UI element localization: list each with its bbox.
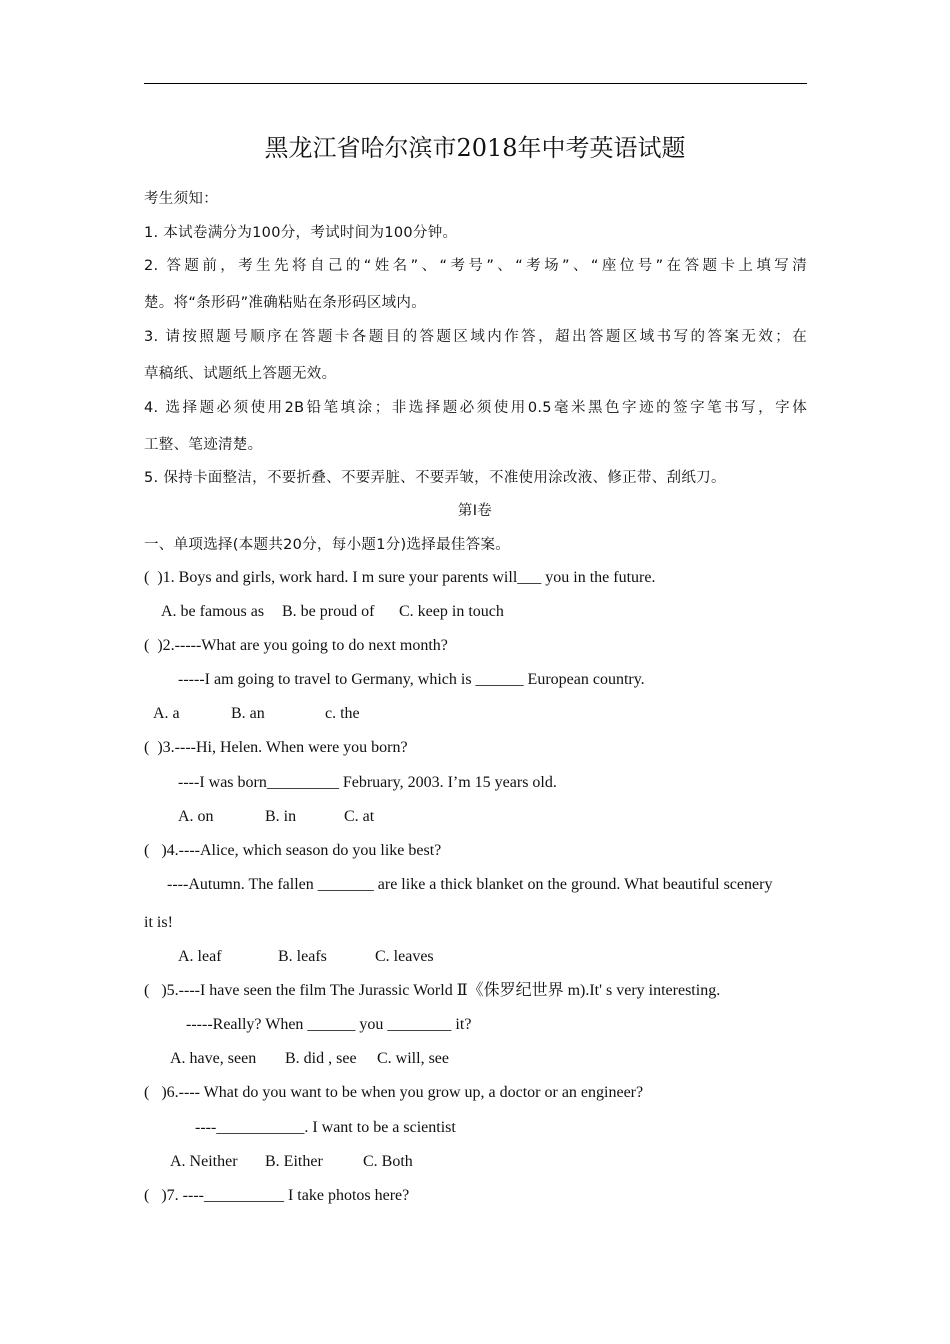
- question-6-option-a: A. Neither: [170, 1153, 238, 1170]
- question-5-option-a: A. have, seen: [170, 1050, 257, 1067]
- question-2-option-a: A. a: [153, 705, 180, 722]
- question-6-line-2: ----___________. I want to be a scientist: [195, 1119, 456, 1136]
- notice-item-5: 5. 保持卡面整洁，不要折叠、不要弄脏、不要弄皱，不准使用涂改液、修正带、刮纸刀。: [144, 470, 726, 486]
- question-4-option-a: A. leaf: [178, 948, 222, 965]
- question-5-option-b: B. did , see: [285, 1050, 357, 1067]
- notice-item-1: 1. 本试卷满分为100分，考试时间为100分钟。: [144, 225, 458, 241]
- question-2-option-c: c. the: [325, 705, 360, 722]
- question-6-option-c: C. Both: [363, 1153, 413, 1170]
- notice-heading: 考生须知：: [144, 191, 218, 207]
- question-3-option-c: C. at: [344, 808, 375, 825]
- question-5-line-2: -----Really? When ______ you ________ it?: [186, 1016, 472, 1033]
- notice-item-2-cont: 楚。将“条形码”准确粘贴在条形码区域内。: [144, 295, 427, 311]
- question-4-line-3: it is!: [144, 914, 173, 931]
- question-6-stem: ( )6.---- What do you want to be when you grow up, a doctor or an engineer?: [144, 1084, 644, 1101]
- question-3-option-a: A. on: [178, 808, 214, 825]
- question-5-stem: ( )5.----I have seen the film The Jurassic World Ⅱ《侏罗纪世界 m).It' s very interesting.: [144, 982, 721, 999]
- notice-item-2: 2. 答题前，考生先将自己的“姓名”、“考号”、“考场”、“座位号”在答题卡上填写清: [144, 258, 807, 274]
- notice-item-3: 3. 请按照题号顺序在答题卡各题目的答题区域内作答，超出答题区域书写的答案无效；在: [144, 329, 807, 345]
- question-1-stem: ( )1. Boys and girls, work hard. I m sure your parents will___ you in the future.: [144, 569, 656, 586]
- question-4-line-2: ----Autumn. The fallen _______ are like a thick blanket on the ground. What beautiful scenery: [167, 876, 773, 893]
- header-rule: [144, 83, 807, 84]
- notice-item-4: 4. 选择题必须使用2B铅笔填涂；非选择题必须使用0.5毫米黑色字迹的签字笔书写，字体: [144, 400, 807, 416]
- section-label: 第Ⅰ卷: [457, 503, 493, 519]
- notice-item-3-cont: 草稿纸、试题纸上答题无效。: [144, 366, 337, 382]
- question-7-stem: ( )7. ----__________ I take photos here?: [144, 1187, 410, 1204]
- page-title: 黑龙江省哈尔滨市2018年中考英语试题: [264, 134, 686, 162]
- question-6-option-b: B. Either: [265, 1153, 323, 1170]
- question-4-option-c: C. leaves: [375, 948, 434, 965]
- question-4-stem: ( )4.----Alice, which season do you like best?: [144, 842, 442, 859]
- question-2-option-b: B. an: [231, 705, 265, 722]
- question-1-option-b: B. be proud of: [282, 603, 375, 620]
- question-5-option-c: C. will, see: [377, 1050, 449, 1067]
- question-3-stem: ( )3.----Hi, Helen. When were you born?: [144, 739, 408, 756]
- question-3-option-b: B. in: [265, 808, 297, 825]
- question-1-option-a: A. be famous as: [161, 603, 265, 620]
- question-3-line-2: ----I was born_________ February, 2003. I’m 15 years old.: [178, 774, 557, 791]
- question-2-stem: ( )2.-----What are you going to do next month?: [144, 637, 448, 654]
- question-2-line-2: -----I am going to travel to Germany, which is ______ European country.: [178, 671, 645, 688]
- notice-item-4-cont: 工整、笔迹清楚。: [144, 437, 263, 453]
- question-4-option-b: B. leafs: [278, 948, 327, 965]
- part1-heading: 一、单项选择(本题共20分，每小题1分)选择最佳答案。: [144, 537, 511, 553]
- question-1-option-c: C. keep in touch: [399, 603, 504, 620]
